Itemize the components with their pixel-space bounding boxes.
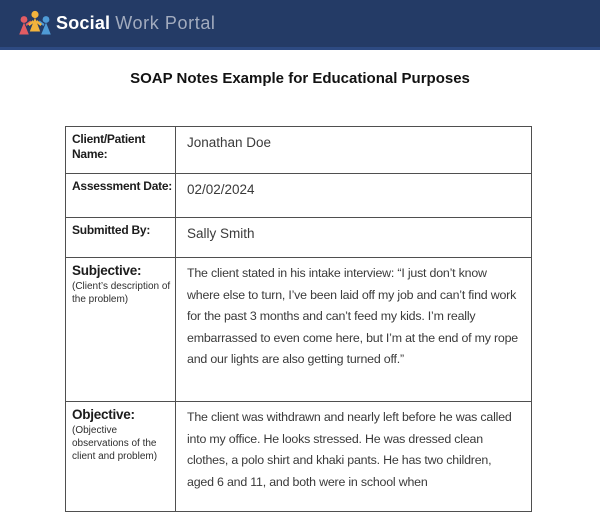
row-value: Jonathan Doe [176, 127, 532, 174]
row-label-cell [66, 127, 176, 174]
document-title: SOAP Notes Example for Educational Purposes [130, 70, 470, 87]
row-label: Objective: [72, 407, 135, 422]
row-label: Client/Patient Name: [72, 132, 146, 161]
row-sublabel: (Client’s description of the problem) [72, 281, 171, 305]
row-value: The client stated in his intake interview: “I just don’t know where else to turn, I’ve been laid off my job and can’t find work for the past 3 months and can’t feed my kids. I’m really embarrassed to even come here, but I’m at the end of my rope and our lights are also getting turned off.” [176, 258, 532, 402]
brand-name-bold: Social [56, 13, 111, 33]
table-row-client-name [66, 127, 532, 174]
brand-logo[interactable] [17, 9, 216, 39]
brand-name-light: Work Portal [115, 13, 216, 33]
site-header [0, 0, 600, 50]
row-label-cell [66, 402, 176, 512]
row-value: The client was withdrawn and nearly left before he was called into my office. He looks stressed. He was dressed clean clothes, a polo shirt and khaki pants. He has two children, aged 6 and 11, and both were in school when [176, 402, 532, 512]
row-value: Sally Smith [176, 218, 532, 258]
soap-notes-table [65, 126, 532, 512]
row-sublabel: (Objective observations of the client and problem) [72, 425, 158, 462]
row-value: 02/02/2024 [176, 174, 532, 218]
people-logo-icon [17, 9, 53, 39]
row-label-cell [66, 258, 176, 402]
document-page [0, 70, 600, 512]
row-label: Subjective: [72, 263, 142, 278]
table-row-assessment-date [66, 174, 532, 218]
row-label-cell [66, 174, 176, 218]
table-row-subjective [66, 258, 532, 402]
table-row-objective [66, 402, 532, 512]
table-row-submitted-by [66, 218, 532, 258]
row-label: Submitted By: [72, 223, 151, 237]
row-label: Assessment Date: [72, 179, 173, 193]
row-label-cell [66, 218, 176, 258]
